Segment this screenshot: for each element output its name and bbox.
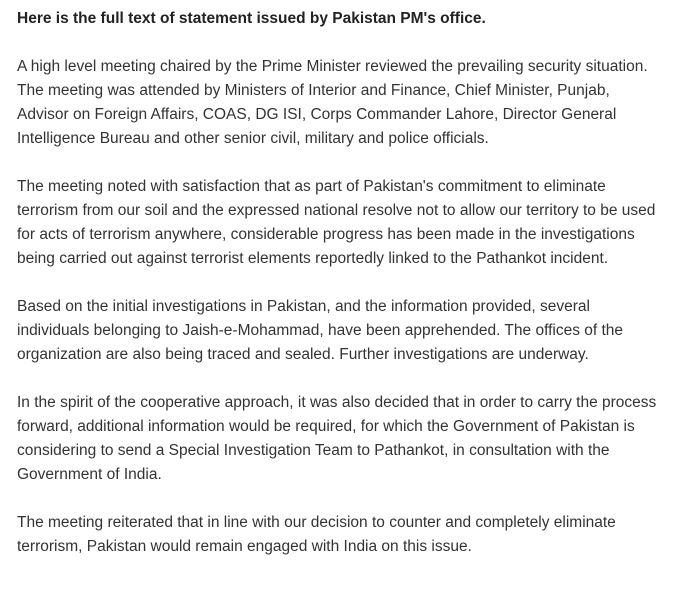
paragraph-cooperative-approach: In the spirit of the cooperative approach, it was also decided that in order to carry the process forward, additional information would be required, for which the Government of Pakistan is considering to send a Special Investigation Team to Pathankot, in consultation with the Government of India. <box>17 394 657 483</box>
paragraph-meeting-attendance: A high level meeting chaired by the Prime Minister reviewed the prevailing security situation. The meeting was attended by Ministers of Interior and Finance, Chief Minister, Punjab, Advisor on Foreign Affairs, COAS, DG ISI, Corps Commander Lahore, Director General Intelligence Bureau and other senior civil, military and police officials. <box>17 58 648 147</box>
paragraph-progress-noted: The meeting noted with satisfaction that as part of Pakistan's commitment to eliminate terrorism from our soil and the expressed national resolve not to allow our territory to be used for acts of terrorism anywhere, considerable progress has been made in the investigations being carried out against terrorist elements reportedly linked to the Pathankot incident. <box>17 178 656 267</box>
paragraph-investigations: Based on the initial investigations in Pakistan, and the information provided, several individuals belonging to Jaish-e-Mohammad, have been apprehended. The offices of the organization are also being traced and sealed. Further investigations are underway. <box>17 298 624 363</box>
paragraph-engagement: The meeting reiterated that in line with our decision to counter and completely eliminate terrorism, Pakistan would remain engaged with India on this issue. <box>17 514 616 555</box>
statement-heading: Here is the full text of statement issued by Pakistan PM's office. <box>17 10 486 27</box>
